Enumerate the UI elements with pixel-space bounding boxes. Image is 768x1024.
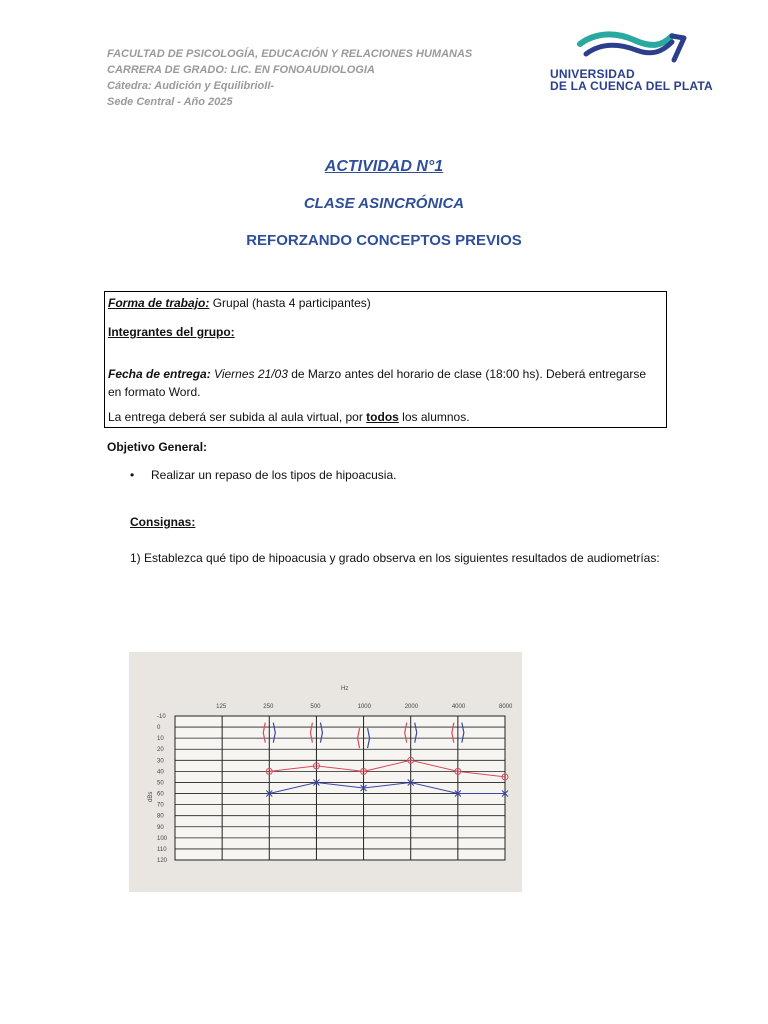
objective-item-text: Realizar un repaso de los tipos de hipoacusia.	[151, 468, 397, 482]
db-tick-label: 100	[157, 835, 168, 842]
instructions-label: Consignas:	[130, 515, 196, 529]
db-tick-label: -10	[157, 714, 166, 720]
freq-tick-label: 8000	[499, 704, 513, 710]
due-date-details: de Marzo antes del horario de clase (18:00 hs). Deberá entregarse en formato Word.	[108, 367, 647, 399]
work-mode-value: Grupal (hasta 4 participantes)	[209, 296, 371, 310]
faculty-line: FACULTAD DE PSICOLOGÍA, EDUCACIÓN Y RELACIONES HUMANAS	[107, 48, 473, 60]
institution-header	[107, 46, 472, 110]
group-members-row	[108, 323, 660, 341]
assignment-info-box	[104, 291, 667, 428]
chair-line: Cátedra: Audición y EquilibrioII-	[107, 80, 275, 92]
freq-tick-label: 2000	[404, 704, 419, 710]
objective-label: Objetivo General:	[107, 440, 208, 454]
logo-line-2: DE LA CUENCA DEL PLATA	[550, 79, 713, 93]
db-tick-label: 0	[157, 725, 161, 732]
logo-line-1: UNIVERSIDAD	[550, 67, 635, 81]
logo-wave-icon	[576, 26, 696, 66]
topic-title: REFORZANDO CONCEPTOS PREVIOS	[246, 232, 522, 249]
freq-tick-label: 1000	[357, 704, 371, 710]
activity-title: ACTIVIDAD N°1	[324, 158, 444, 175]
db-tick-label: 20	[157, 747, 164, 754]
x-axis-unit: Hz	[341, 686, 349, 692]
db-tick-label: 90	[157, 824, 164, 831]
work-mode-row	[108, 294, 660, 312]
audiogram-chart	[129, 652, 522, 892]
bullet-icon: •	[130, 468, 135, 482]
db-tick-label: 110	[157, 846, 167, 853]
career-line: CARRERA DE GRADO: LIC. EN FONOAUDIOLOGIA	[107, 64, 375, 76]
upload-emphasis: todos	[366, 410, 399, 424]
group-members-label: Integrantes del grupo:	[108, 325, 235, 339]
db-tick-label: 70	[157, 802, 164, 809]
audiogram-photo	[129, 652, 522, 892]
freq-tick-label: 500	[310, 704, 321, 710]
class-mode-title: CLASE ASINCRÓNICA	[303, 195, 465, 212]
freq-tick-label: 125	[216, 704, 227, 710]
due-date-label: Fecha de entrega:	[108, 367, 211, 381]
y-axis-unit: dBs	[148, 791, 154, 802]
work-mode-label: Forma de trabajo:	[108, 296, 210, 310]
university-logo	[546, 26, 716, 96]
db-tick-label: 120	[157, 858, 168, 864]
due-date-row	[108, 365, 660, 401]
db-tick-label: 40	[157, 769, 164, 776]
upload-text-end: los alumnos.	[398, 410, 470, 424]
freq-tick-label: 250	[263, 704, 274, 710]
due-date-day: Viernes 21/03	[210, 367, 288, 381]
campus-year-line: Sede Central - Año 2025	[107, 96, 233, 108]
db-tick-label: 80	[157, 813, 164, 820]
freq-tick-label: 4000	[451, 704, 466, 710]
upload-row	[108, 408, 660, 426]
db-tick-label: 10	[157, 736, 164, 743]
db-tick-label: 50	[157, 780, 164, 787]
db-tick-label: 60	[157, 791, 164, 798]
upload-text-start: La entrega deberá ser subida al aula virtual, por	[108, 410, 367, 424]
db-tick-label: 30	[157, 758, 164, 765]
instruction-1: 1) Establezca qué tipo de hipoacusia y grado observa en los siguientes resultados de audiometrías:	[130, 551, 660, 565]
